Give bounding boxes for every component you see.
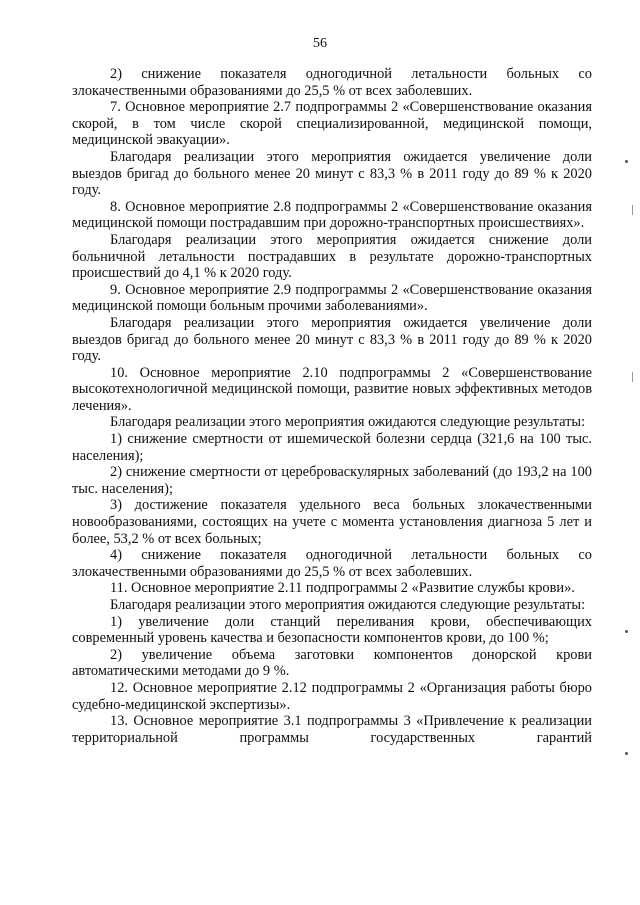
paragraph: Благодаря реализации этого мероприятия ожидаются следующие результаты: (110, 597, 586, 613)
scan-mark (625, 752, 628, 755)
paragraph: 4) снижение показателя одногодичной летальности больных со злокачественными образованиями до 25,5 % от всех заболевших. (72, 547, 592, 580)
paragraph: 1) увеличение доли станций переливания крови, обеспечивающих современный уровень качества и безопасности компонентов крови, до 100 %; (72, 613, 592, 647)
paragraph: Благодаря реализации этого мероприятия ожидаются следующие результаты: (110, 414, 586, 431)
paragraph: 2) снижение показателя одногодичной летальности больных со злокачественными образованиями до 25,5 % от всех заболевших. (72, 66, 592, 99)
paragraph: 13. Основное мероприятие 3.1 подпрограммы 3 «Привлечение к реализации территориальной программы государственных гарантий (72, 713, 592, 746)
paragraph: 10. Основное мероприятие 2.10 подпрограммы 2 «Совершенствование высокотехнологичной медицинской помощи, развитие новых эффективных методов лечения». (72, 364, 592, 414)
paragraph: 12. Основное мероприятие 2.12 подпрограммы 2 «Организация работы бюро судебно-медицинской экспертизы». (72, 679, 592, 713)
scan-mark (625, 160, 628, 163)
paragraph: Благодаря реализации этого мероприятия ожидается увеличение доли выездов бригад до больного менее 20 минут с 83,3 % в 2011 году до 89 % к 2020 году. (72, 148, 592, 199)
scan-mark (625, 630, 628, 633)
paragraph: 8. Основное мероприятие 2.8 подпрограммы 2 «Совершенствование оказания медицинской помощи пострадавшим при дорожно-транспортных происшествиях». (72, 198, 592, 232)
scan-mark (632, 372, 633, 382)
scan-mark (632, 205, 633, 215)
paragraph: 11. Основное мероприятие 2.11 подпрограммы 2 «Развитие службы крови». (110, 580, 575, 597)
paragraph: 2) снижение смертности от цереброваскулярных заболеваний (до 193,2 на 100 тыс. населения); (72, 464, 592, 497)
page-number: 56 (313, 36, 327, 51)
paragraph: 2) увеличение объема заготовки компонентов донорской крови автоматическими методами до 9 %. (72, 646, 592, 680)
paragraph: 7. Основное мероприятие 2.7 подпрограммы 2 «Совершенствование оказания скорой, в том числе скорой специализированной, медицинской помощи, медицинской эвакуации». (72, 99, 592, 149)
paragraph: 9. Основное мероприятие 2.9 подпрограммы 2 «Совершенствование оказания медицинской помощи больным прочими заболеваниями». (72, 281, 592, 315)
paragraph: Благодаря реализации этого мероприятия ожидается снижение доли больничной летальности пострадавших в результате дорожно-транспортных происшествий до 4,1 % к 2020 году. (72, 231, 592, 282)
paragraph: Благодаря реализации этого мероприятия ожидается увеличение доли выездов бригад до больного менее 20 минут с 83,3 % в 2011 году до 89 % к 2020 году. (72, 314, 592, 365)
paragraph: 3) достижение показателя удельного веса больных злокачественными новообразованиями, состоящих на учете с момента установления диагноза 5 лет и более, 53,2 % от всех больных; (72, 497, 592, 547)
document-body (72, 66, 592, 746)
paragraph: 1) снижение смертности от ишемической болезни сердца (321,6 на 100 тыс. населения); (72, 431, 592, 464)
